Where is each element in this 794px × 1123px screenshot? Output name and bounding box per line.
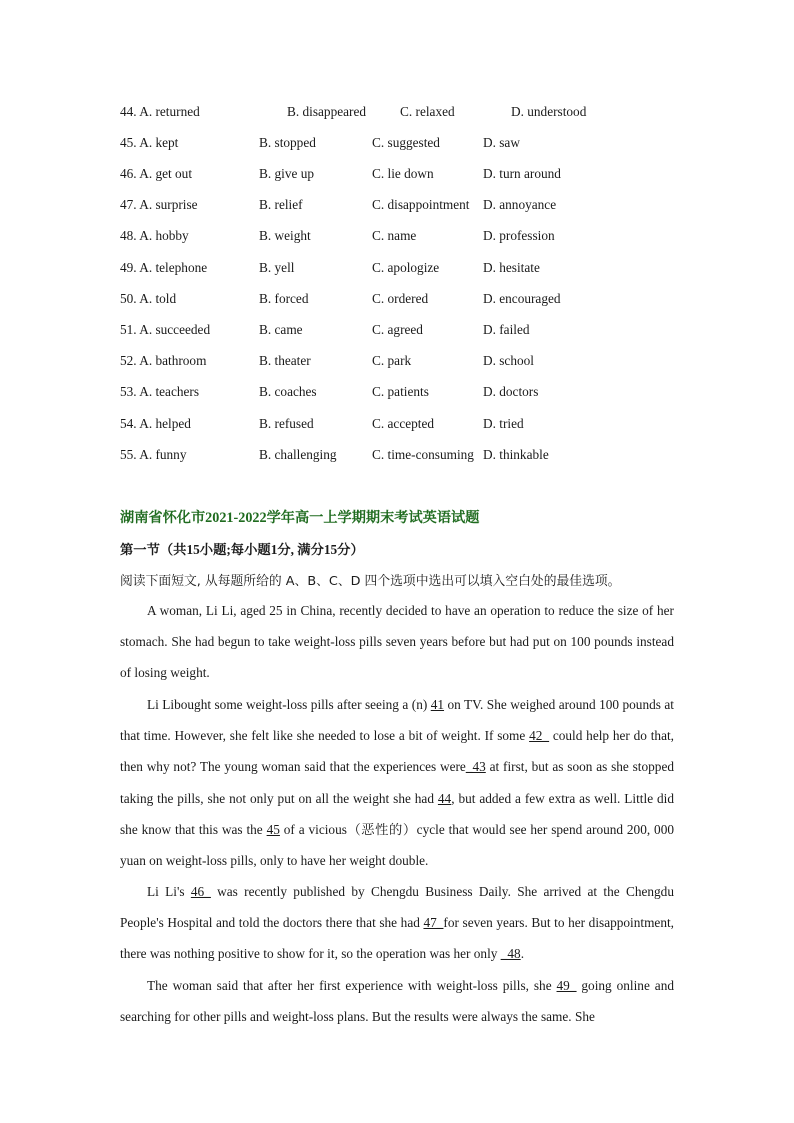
option-c: C. agreed [372,322,423,337]
option-d: D. hesitate [483,260,540,275]
paragraph-text: for seven years. But to her disappointment, there was nothing positive to show for it, so the operation was her only [120,915,674,962]
exam-title: 湖南省怀化市2021-2022学年高一上学期期末考试英语试题 [120,510,480,526]
option-c: C. accepted [372,416,435,431]
option-a: 44. A. returned [120,104,200,119]
option-b: B. coaches [259,384,317,399]
paragraph-text: Li Libought some weight-loss pills after seeing a (n) [147,697,431,712]
option-c: C. ordered [372,291,429,306]
option-a: 47. A. surprise [120,197,198,212]
option-d: D. profession [483,228,555,243]
option-c: C. name [372,228,417,243]
option-b: B. disappeared [287,104,367,119]
option-d: D. understood [511,104,587,119]
option-a: 48. A. hobby [120,228,189,243]
option-d: D. thinkable [483,447,549,462]
option-c: C. lie down [372,166,434,181]
section-heading: 第一节（共15小题;每小题1分, 满分15分） [120,542,364,557]
paragraph-text: A woman, Li Li, aged 25 in China, recently decided to have an operation to reduce the size of her stomach. She had begun to take weight-loss pills seven years before but had put on 100 pounds instead of losing weight. [120,603,674,681]
option-a: 45. A. kept [120,135,179,150]
paragraph-text: The woman said that after her first experience with weight-loss pills, she [147,978,557,993]
option-b: B. challenging [259,447,337,462]
paragraph-text: could help her do that, then why not? The young woman said that the experiences were [120,728,674,775]
option-c: C. relaxed [400,104,455,119]
option-d: D. failed [483,322,530,337]
blank-42: 42_ [529,728,550,744]
paragraph-text: , but added a few extra as well. Little did she know that this was the [120,790,674,837]
option-b: B. forced [259,291,309,306]
option-d: D. annoyance [483,197,557,212]
blank-41: 41 [430,697,445,712]
option-a: 54. A. helped [120,416,191,431]
paragraph-1 [120,595,674,689]
option-c: C. patients [372,384,429,399]
option-b: B. refused [259,416,314,431]
paragraph-text: of a vicious（恶性的）cycle that would see her spend around 200, 000 yuan on weight-loss pills, only to have her weight double. [120,821,674,869]
blank-48: _48 [500,946,521,962]
option-a: 50. A. told [120,291,177,306]
option-c: C. park [372,353,412,368]
option-b: B. weight [259,228,311,243]
option-a: 52. A. bathroom [120,353,207,368]
blank-44: 44 [437,790,452,806]
paragraph-text: was recently published by Chengdu Business Daily. She arrived at the Chengdu People's Hospital and told the doctors there that she had [120,884,674,931]
option-b: B. theater [259,353,311,368]
option-c: C. disappointment [372,197,470,212]
paragraph-text: . [520,946,525,962]
option-a: 53. A. teachers [120,384,200,399]
option-a: 49. A. telephone [120,260,208,275]
option-b: B. yell [259,260,295,275]
blank-46: 46_ [190,884,211,899]
option-a: 55. A. funny [120,447,187,462]
instructions: 阅读下面短文, 从每题所给的 A、B、C、D 四个选项中选出可以填入空白处的最佳选项。 [120,574,621,589]
blank-47: 47_ [423,915,444,931]
option-a: 51. A. succeeded [120,322,211,337]
option-b: B. stopped [259,135,316,150]
blank-49: 49_ [556,978,577,993]
option-d: D. encouraged [483,291,561,306]
option-c: C. apologize [372,260,440,275]
option-c: C. time-consuming [372,447,474,462]
option-d: D. tried [483,416,524,431]
paragraph-text: Li Li's [147,884,191,899]
option-b: B. give up [259,166,315,181]
blank-45: 45 [266,821,280,837]
option-c: C. suggested [372,135,440,150]
paragraph-2 [120,689,674,876]
option-b: B. relief [259,197,303,212]
option-d: D. school [483,353,534,368]
paragraph-text: at first, but as soon as she stopped taking the pills, she not only put on all the weight she had [120,759,675,806]
blank-43: _43 [465,759,486,775]
option-d: D. doctors [483,384,539,399]
paragraph-text: going online and searching for other pills and weight-loss plans. But the results were always the same. She [120,978,674,1025]
option-a: 46. A. get out [120,166,193,181]
option-d: D. saw [483,135,520,150]
paragraph-text: on TV. She weighed around 100 pounds at that time. However, she felt like she needed to lose a bit of weight. If some [120,697,674,744]
paragraph-4 [120,970,674,1032]
paragraph-3 [120,876,674,970]
option-b: B. came [259,322,303,337]
option-d: D. turn around [483,166,561,181]
